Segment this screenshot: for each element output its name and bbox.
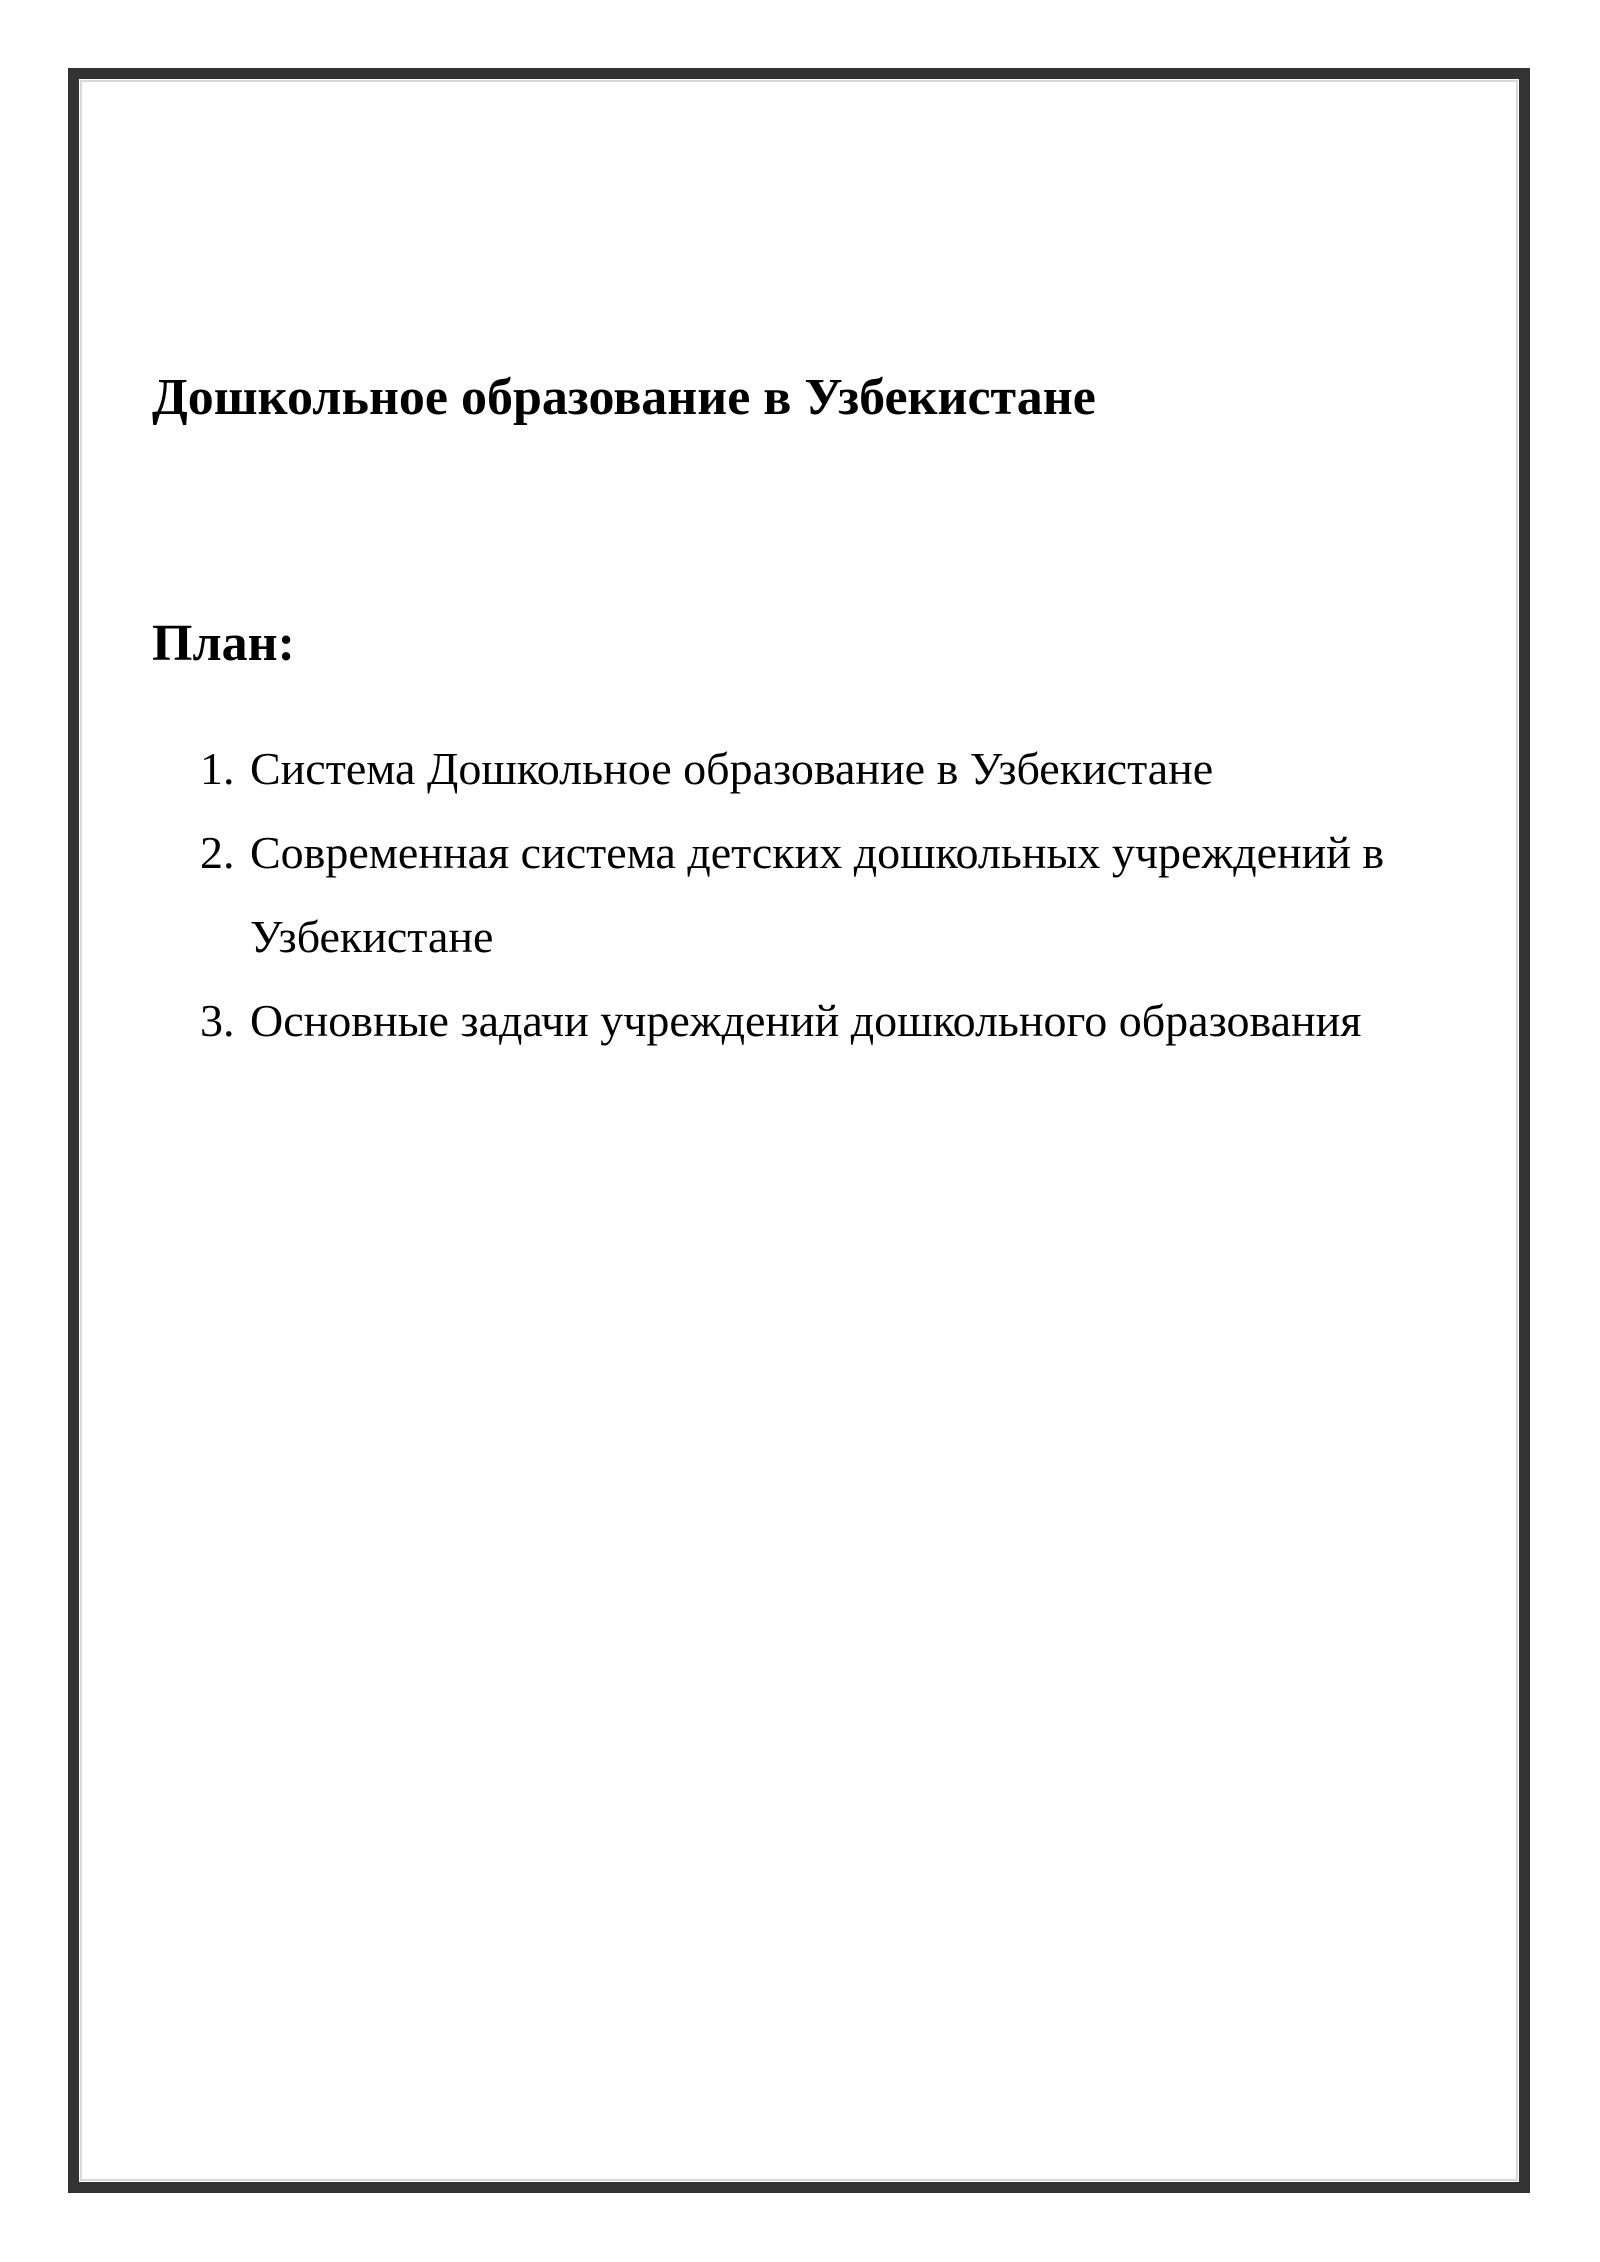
plan-item-number: 1. [200, 743, 235, 794]
plan-item-1 [200, 727, 1470, 811]
document-title: Дошкольное образование в Узбекистане [152, 369, 1096, 426]
plan-item-text: Современная система детских дошкольных учреждений в Узбекистане [250, 827, 1385, 962]
plan-item-2 [200, 811, 1470, 979]
plan-item-text: Основные задачи учреждений дошкольного образования [250, 995, 1362, 1046]
plan-list [200, 727, 1470, 1063]
plan-item-3 [200, 979, 1470, 1063]
plan-item-number: 3. [200, 995, 235, 1046]
plan-heading: План: [152, 615, 295, 672]
plan-item-text: Система Дошкольное образование в Узбекистане [250, 743, 1214, 794]
plan-item-number: 2. [200, 827, 235, 878]
